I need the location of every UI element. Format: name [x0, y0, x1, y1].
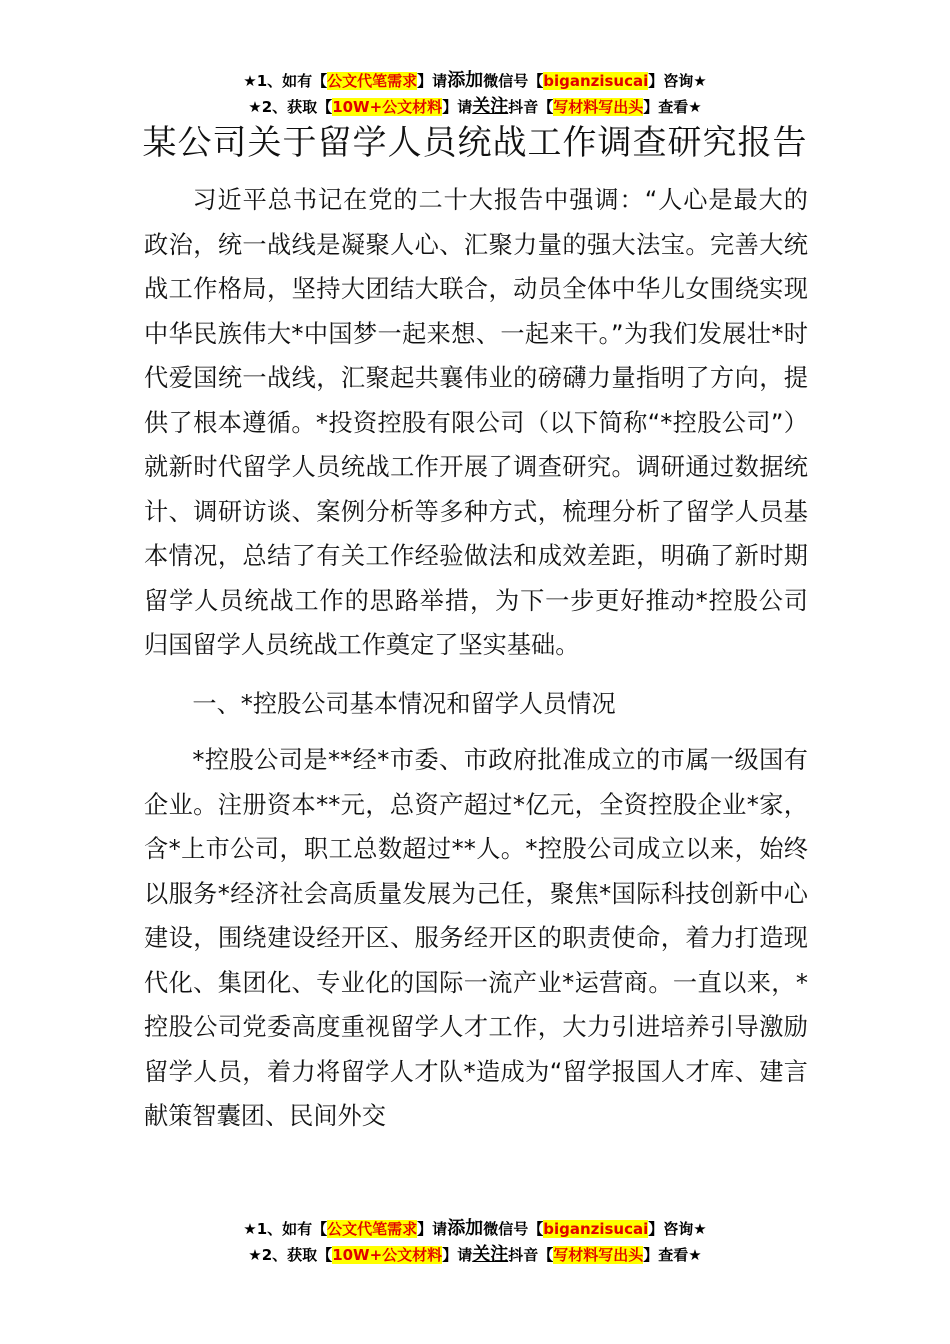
highlight-service: 公文代笔需求 [327, 72, 418, 90]
highlight-wechat-id: biganzisucai [543, 1220, 649, 1238]
promo-banner-top [0, 68, 950, 120]
promo-line-2: ★2、获取【10W+公文材料】请关注抖音【写材料写出头】查看★ [248, 96, 702, 117]
paragraph-intro: 习近平总书记在党的二十大报告中强调：“人心是最大的政治，统一战线是凝聚人心、汇聚力量的强大法宝。完善大统战工作格局，坚持大团结大联合，动员全体中华儿女围绕实现中华民族伟大*中国梦一起来想、一起来干。”为我们发展壮*时代爱国统一战线，汇聚起共襄伟业的磅礴力量指明了方向，提供了根本遵循。*投资控股有限公司（以下简称“*控股公司”）就新时代留学人员统战工作开展了调查研究。调研通过数据统计、调研访谈、案例分析等多种方式，梳理分析了留学人员基本情况，总结了有关工作经验做法和成效差距，明确了新时期留学人员统战工作的思路举措，为下一步更好推动*控股公司归国留学人员统战工作奠定了坚实基础。 [144, 186, 808, 659]
highlight-douyin: 写材料写出头 [553, 1246, 644, 1264]
highlight-materials: 10W+公文材料 [332, 98, 443, 116]
document-title: 某公司关于留学人员统战工作调查研究报告 [142, 123, 808, 163]
document-body [144, 178, 808, 1139]
highlight-service: 公文代笔需求 [327, 1220, 418, 1238]
promo-banner-bottom [0, 1216, 950, 1268]
highlight-douyin: 写材料写出头 [553, 98, 644, 116]
promo-line-2: ★2、获取【10W+公文材料】请关注抖音【写材料写出头】查看★ [248, 1244, 702, 1265]
section-heading-1: 一、*控股公司基本情况和留学人员情况 [192, 689, 616, 718]
paragraph-company-overview: *控股公司是**经*市委、市政府批准成立的市属一级国有企业。注册资本**元，总资产超过*亿元，全资控股企业*家，含*上市公司，职工总数超过**人。*控股公司成立以来，始终以服务*经济社会高质量发展为己任，聚焦*国际科技创新中心建设，围绕建设经开区、服务经开区的职责使命，着力打造现代化、集团化、专业化的国际一流产业*运营商。一直以来，*控股公司党委高度重视留学人才工作，大力引进培养引导激励留学人员，着力将留学人才队*造成为“留学报国人才库、建言献策智囊团、民间外交 [144, 746, 808, 1130]
highlight-wechat-id: biganzisucai [543, 72, 649, 90]
highlight-materials: 10W+公文材料 [332, 1246, 443, 1264]
promo-line-1: ★1、如有【公文代笔需求】请添加微信号【biganzisucai】咨询★ [243, 70, 707, 91]
promo-line-1: ★1、如有【公文代笔需求】请添加微信号【biganzisucai】咨询★ [243, 1218, 707, 1239]
